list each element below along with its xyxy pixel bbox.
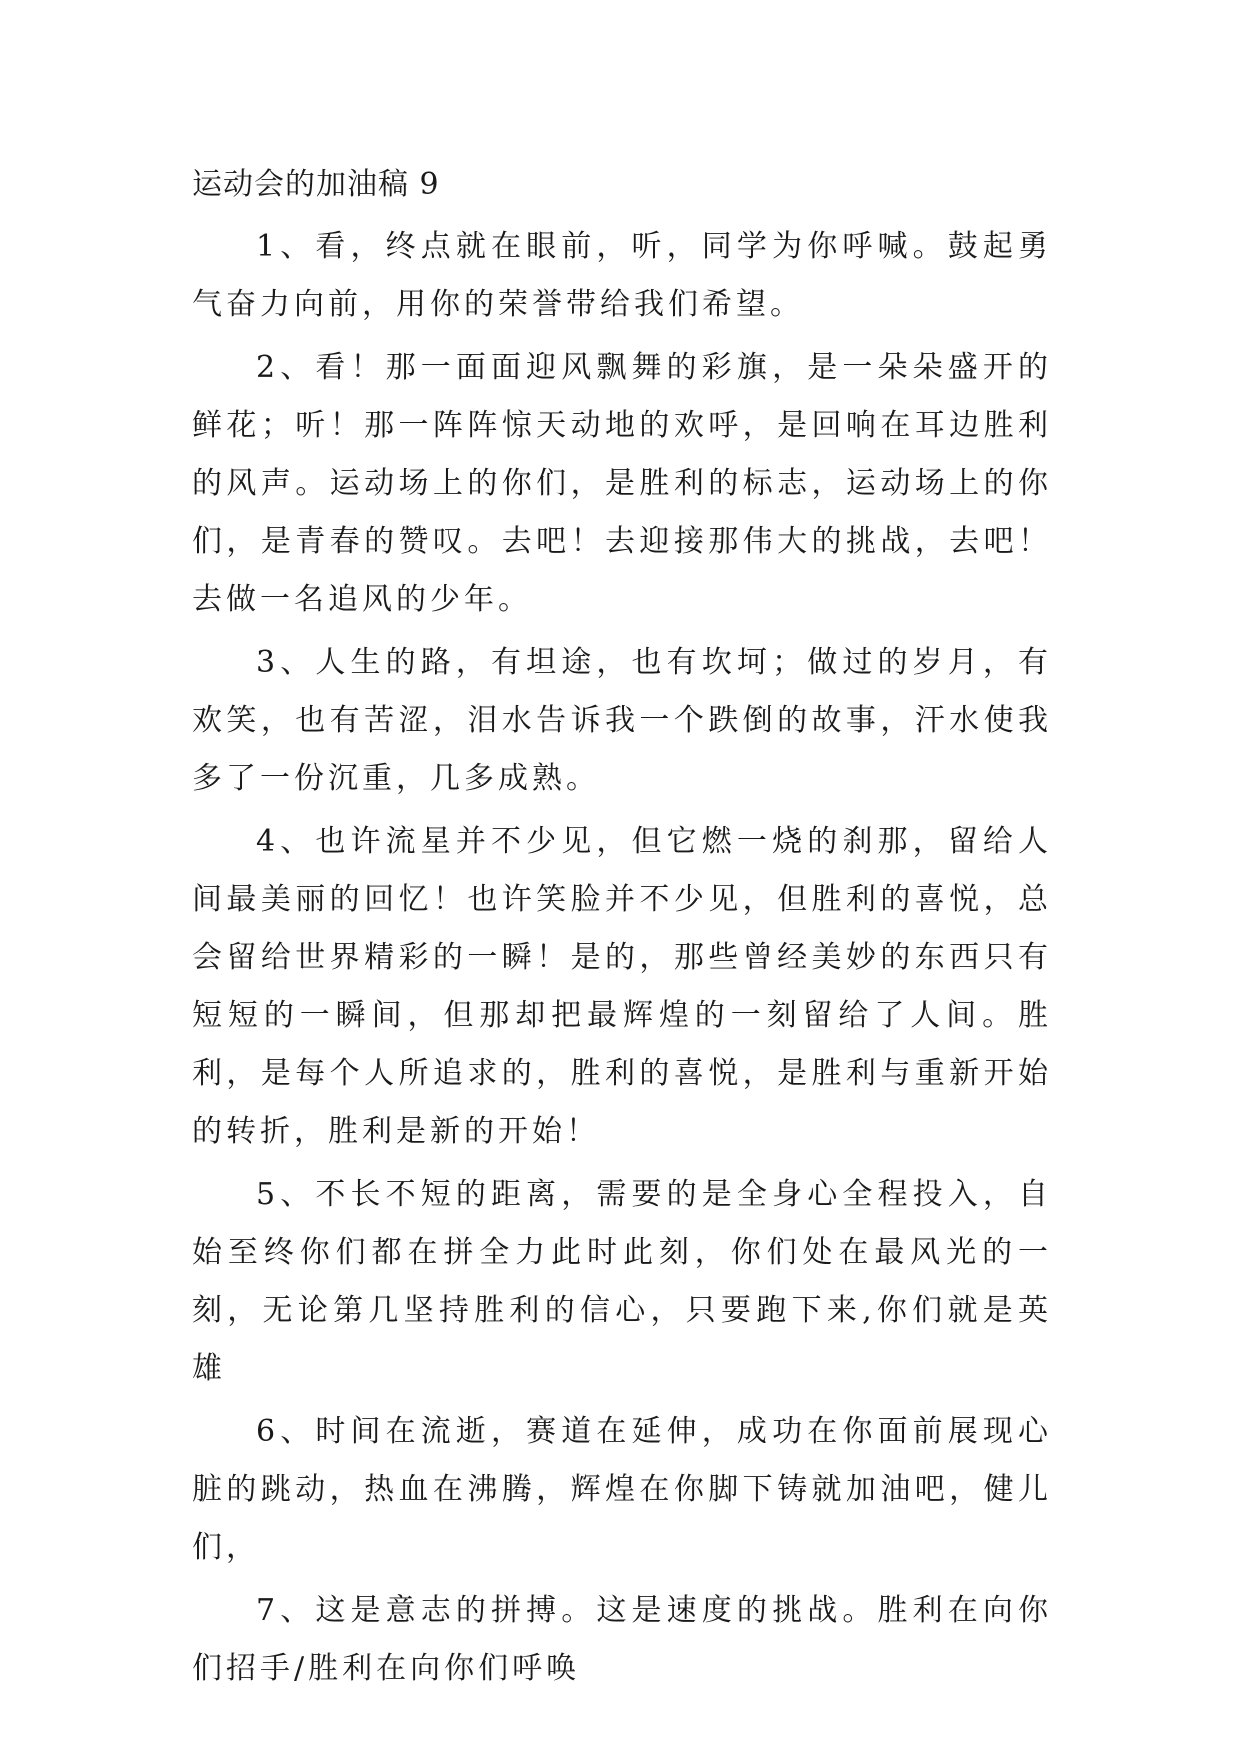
paragraph: 7、这是意志的拼搏。这是速度的挑战。胜利在向你们招手/胜利在向你们呼唤 xyxy=(192,1593,1052,1686)
paragraph: 6、时间在流逝，赛道在延伸，成功在你面前展现心脏的跳动，热血在沸腾，辉煌在你脚下铸就加油吧，健儿们， xyxy=(192,1414,1052,1565)
document-body xyxy=(192,218,1052,1703)
document-title: 运动会的加油稿 9 xyxy=(192,167,440,202)
paragraph: 1、看，终点就在眼前，听，同学为你呼喊。鼓起勇气奋力向前，用你的荣誉带给我们希望。 xyxy=(192,229,1052,322)
paragraph: 2、看！那一面面迎风飘舞的彩旗，是一朵朵盛开的鲜花；听！那一阵阵惊天动地的欢呼，是回响在耳边胜利的风声。运动场上的你们，是胜利的标志，运动场上的你们，是青春的赞叹。去吧！去迎接那伟大的挑战，去吧！去做一名追风的少年。 xyxy=(192,350,1052,617)
paragraph: 4、也许流星并不少见，但它燃一烧的刹那，留给人间最美丽的回忆！也许笑脸并不少见，但胜利的喜悦，总会留给世界精彩的一瞬！是的，那些曾经美妙的东西只有短短的一瞬间，但那却把最辉煌的一刻留给了人间。胜利，是每个人所追求的，胜利的喜悦，是胜利与重新开始的转折，胜利是新的开始！ xyxy=(192,824,1052,1149)
paragraph: 5、不长不短的距离，需要的是全身心全程投入，自始至终你们都在拼全力此时此刻，你们处在最风光的一刻，无论第几坚持胜利的信心，只要跑下来,你们就是英雄 xyxy=(192,1177,1052,1386)
paragraph: 3、人生的路，有坦途，也有坎坷；做过的岁月，有欢笑，也有苦涩，泪水告诉我一个跌倒的故事，汗水使我多了一份沉重，几多成熟。 xyxy=(192,645,1052,796)
